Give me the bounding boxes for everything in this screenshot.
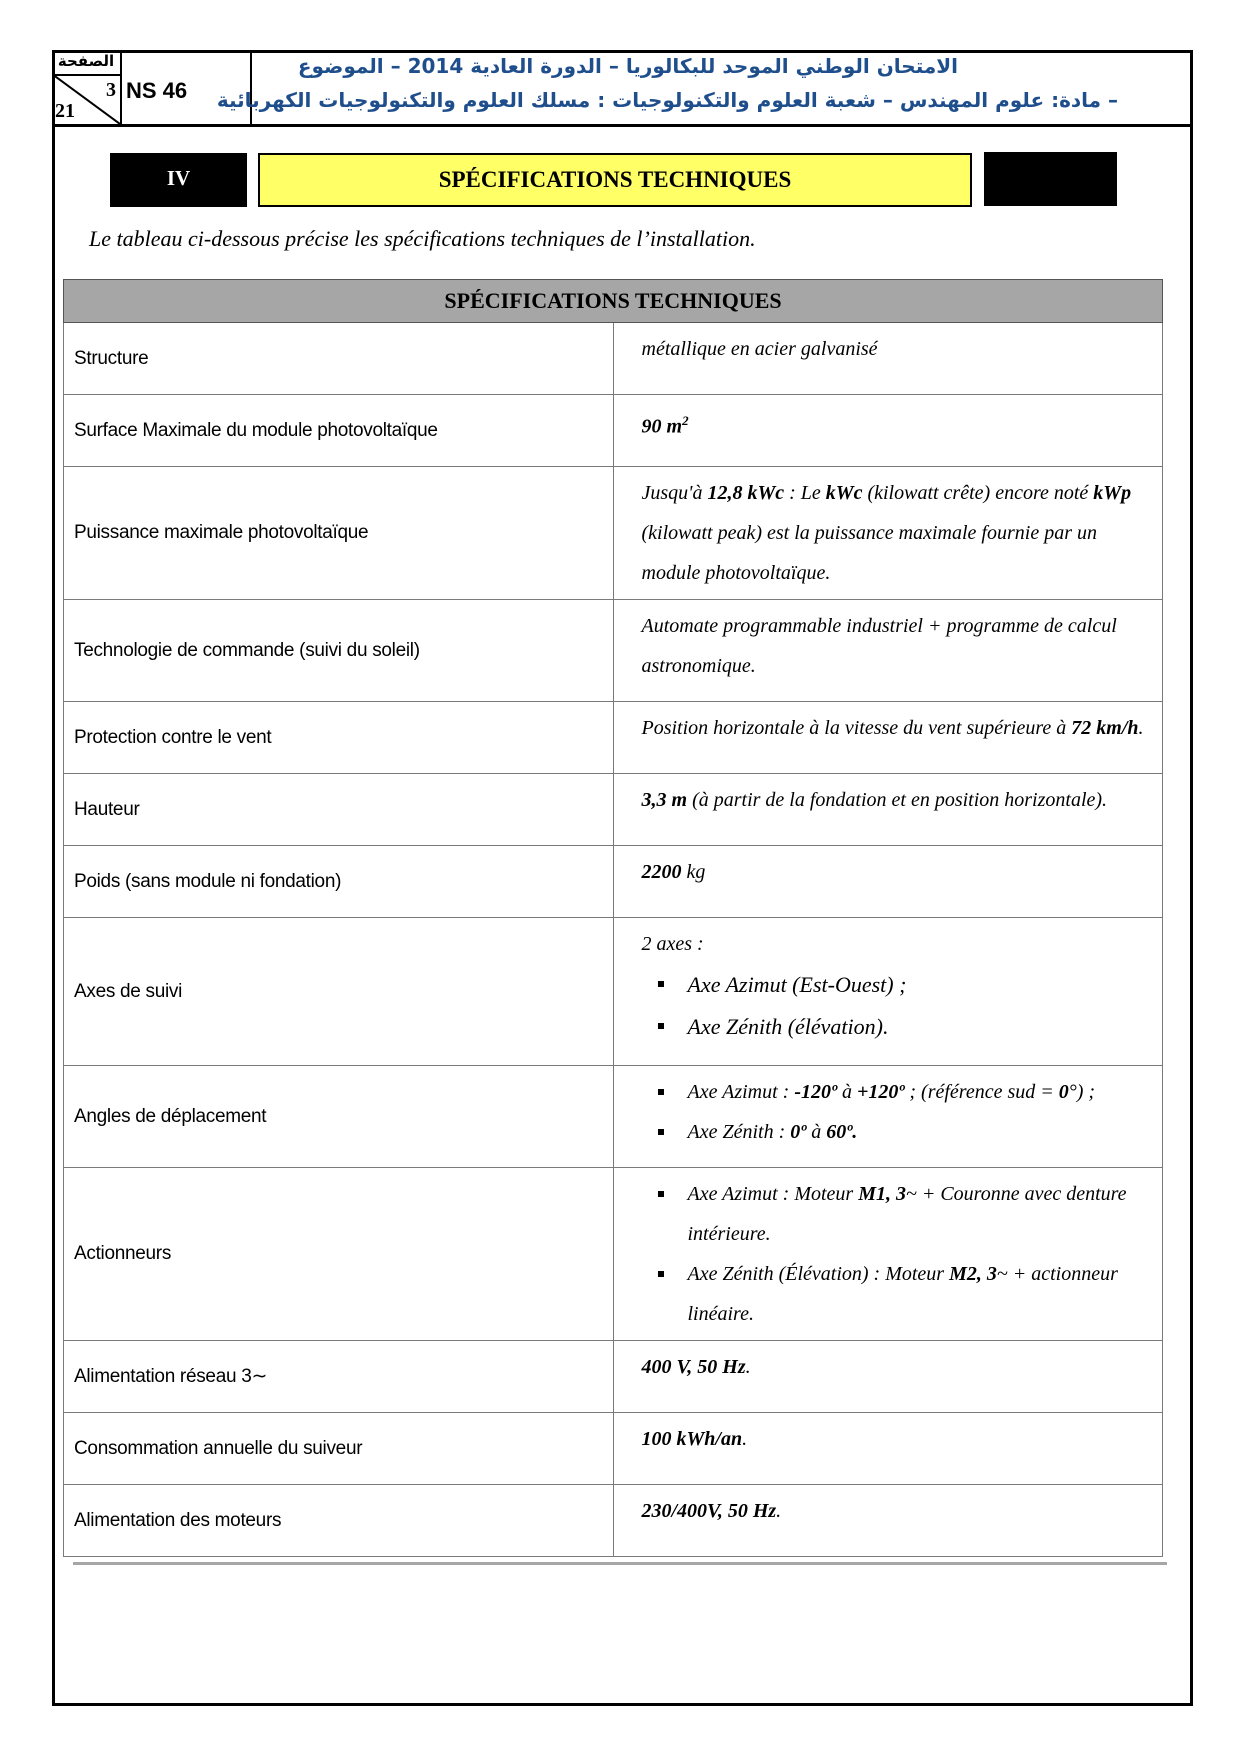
row-label: Technologie de commande (suivi du soleil) [64, 600, 614, 702]
row-label: Axes de suivi [64, 918, 614, 1066]
row-label: Structure [64, 323, 614, 395]
row-value: métallique en acier galvanisé [613, 323, 1163, 395]
row-value [613, 1168, 1163, 1341]
spec-table [63, 279, 1163, 1557]
row-label: Puissance maximale photovoltaïque [64, 467, 614, 600]
row-label: Surface Maximale du module photovoltaïque [64, 395, 614, 467]
table-header-row [64, 280, 1163, 323]
row-value: 2200 kg [613, 846, 1163, 918]
list-item: Axe Zénith : 0º à 60º. [688, 1112, 1153, 1152]
table-row [64, 846, 1163, 918]
row-value: 3,3 m (à partir de la fondation et en position horizontale). [613, 774, 1163, 846]
table-row [64, 467, 1163, 600]
page-number: 3 [106, 79, 116, 101]
table-header: SPÉCIFICATIONS TECHNIQUES [64, 280, 1163, 323]
row-value: 230/400V, 50 Hz. [613, 1485, 1163, 1557]
row-value: 2 axes : Axe Azimut (Est-Ouest) ; Axe Zénith (élévation). [613, 918, 1163, 1066]
list-item: Axe Azimut (Est-Ouest) ; [688, 964, 1153, 1006]
list-item: Axe Zénith (Élévation) : Moteur M2, 3~ + actionneur linéaire. [688, 1254, 1153, 1334]
exam-code: NS 46 [122, 50, 252, 124]
intro-text: Le tableau ci-dessous précise les spécifications techniques de l’installation. [89, 226, 756, 251]
row-value [613, 1066, 1163, 1168]
row-value: 100 kWh/an. [613, 1413, 1163, 1485]
table-row [64, 395, 1163, 467]
row-label: Alimentation réseau 3∼ [64, 1341, 614, 1413]
table-row [64, 323, 1163, 395]
row-label: Alimentation des moteurs [64, 1485, 614, 1557]
table-row [64, 1341, 1163, 1413]
table-row [64, 774, 1163, 846]
row-label: Protection contre le vent [64, 702, 614, 774]
table-row [64, 1485, 1163, 1557]
list-item: Axe Azimut : -120º à +120º ; (référence sud = 0°) ; [688, 1072, 1153, 1112]
header-line-1: الامتحان الوطني الموحد للبكالوريا – الدورة العادية 2014 – الموضوع [297, 54, 958, 78]
header-line-2: – مادة: علوم المهندس – شعبة العلوم والتكنولوجيات : مسلك العلوم والتكنولوجيات الكهربائية [216, 88, 1118, 112]
list-item: Axe Azimut : Moteur M1, 3~ + Couronne avec denture intérieure. [688, 1174, 1153, 1254]
table-row [64, 1413, 1163, 1485]
exam-header [52, 50, 1193, 127]
section-title: SPÉCIFICATIONS TECHNIQUES [258, 153, 972, 207]
row-label: Hauteur [64, 774, 614, 846]
row-label: Angles de déplacement [64, 1066, 614, 1168]
row-label: Consommation annuelle du suiveur [64, 1413, 614, 1485]
list-item: Axe Zénith (élévation). [688, 1006, 1153, 1048]
section-number: IV [110, 153, 247, 207]
page-label: الصفحة [52, 50, 120, 76]
row-label: Poids (sans module ni fondation) [64, 846, 614, 918]
row-value: Jusqu'à 12,8 kWc : Le kWc (kilowatt crête) encore noté kWp (kilowatt peak) est la puissance maximale fournie par un module photovoltaïque. [613, 467, 1163, 600]
row-value: 90 $m^2$ [613, 395, 1163, 467]
table-row [64, 702, 1163, 774]
row-label: Actionneurs [64, 1168, 614, 1341]
table-row [64, 918, 1163, 1066]
section-black-box [984, 152, 1117, 206]
table-row [64, 1168, 1163, 1341]
row-value: 400 V, 50 Hz. [613, 1341, 1163, 1413]
row-value: Automate programmable industriel + programme de calcul astronomique. [613, 600, 1163, 702]
row-value: Position horizontale à la vitesse du vent supérieure à 72 km/h. [613, 702, 1163, 774]
table-row [64, 600, 1163, 702]
page-total: 21 [55, 100, 75, 122]
table-row [64, 1066, 1163, 1168]
page-number-box [52, 50, 122, 124]
bottom-rule [73, 1562, 1167, 1565]
